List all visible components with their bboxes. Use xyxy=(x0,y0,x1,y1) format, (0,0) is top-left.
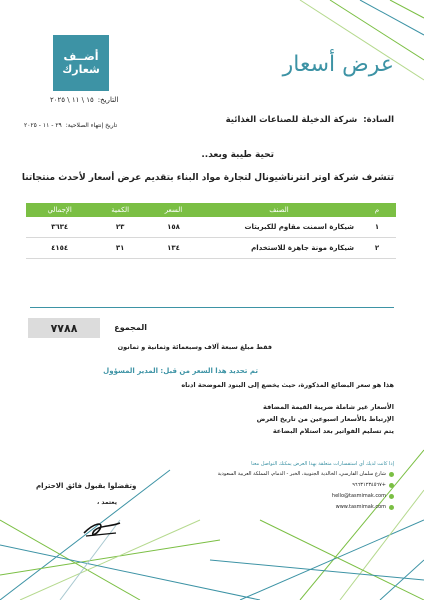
col-qty: الكمية xyxy=(93,203,147,217)
logo-line-1: أضــف xyxy=(63,50,99,63)
phone-icon xyxy=(389,483,394,488)
table-header-row xyxy=(26,203,396,217)
issue-date xyxy=(46,96,118,104)
contact-email[interactable] xyxy=(332,493,394,499)
contact-note: إذا كانت لديك أي استفسارات متعلقة بهذا العرض يمكنك التواصل معنا xyxy=(251,461,394,467)
cell-qty: ٣١ xyxy=(93,238,147,259)
email-icon xyxy=(389,494,394,499)
cell-price: ١٥٨ xyxy=(147,217,200,238)
recipient xyxy=(226,115,394,125)
validity-date xyxy=(20,122,117,129)
contact-phone xyxy=(352,482,394,488)
table-row xyxy=(26,238,396,259)
condition-item: الإرتباط بالأسعار اسبوعين من تاريخ العرض xyxy=(256,415,394,423)
col-no: م xyxy=(358,203,396,217)
closing-text: وتفضلوا بقبول فائق الاحترام xyxy=(36,482,137,490)
address-text: شارع سلمان الفارسي، الخالدية الجنوبية، الخبر - الدمام، المملكة العربية السعودية xyxy=(217,471,386,477)
contact-web[interactable] xyxy=(336,504,394,510)
logo-placeholder xyxy=(53,35,109,91)
condition-item: يتم تسليم الفواتير بعد استلام البضاعة xyxy=(272,427,394,435)
section-divider xyxy=(30,307,394,308)
email-text[interactable]: hello@tasmimak.com xyxy=(331,493,386,499)
approved-label: يعتمد ، xyxy=(97,499,117,506)
cell-qty: ٢٣ xyxy=(93,217,147,238)
location-icon xyxy=(389,472,394,477)
cell-no: ١ xyxy=(358,217,396,238)
cell-no: ٢ xyxy=(358,238,396,259)
sum-value: ٧٧٨٨ xyxy=(28,318,100,338)
globe-icon xyxy=(389,505,394,510)
cell-total: ٤١٥٤ xyxy=(26,238,93,259)
cell-total: ٣٦٣٤ xyxy=(26,217,93,238)
condition-item: الأسعار غير شاملة ضريبة القيمة المضافة xyxy=(263,403,394,411)
validity-label: تاريخ إنتهاء الصلاحية: xyxy=(65,122,118,129)
recipient-value: شركة الدخيلة للصناعات الغذائية xyxy=(225,115,358,125)
phone-text: +٩٦٦٣١٢٣٤٥٦٧ xyxy=(352,482,386,488)
cell-item: شيكارة اسمنت مقاوم للكبريتات xyxy=(200,217,358,238)
condition-intro: هذا هو سعر البضائع المذكورة، حيث يخضع إلى البنود الموضحة ادناه xyxy=(181,381,394,389)
validity-value: ٢٩ - ١١ - ٢٠٢٥ xyxy=(24,122,62,129)
recipient-label: السادة: xyxy=(363,115,394,125)
price-set-by: تم تحديد هذا السعر من قبل: المدير المسؤول xyxy=(103,367,258,375)
logo-line-2: شعارك xyxy=(62,63,100,76)
sum-in-words: فقط مبلغ سبعة آلاف وسبعمائة وثمانية و ثمانون xyxy=(117,343,272,351)
table-row xyxy=(26,217,396,238)
col-item: الصنف xyxy=(200,203,358,217)
contact-address xyxy=(218,471,394,477)
cell-price: ١٣٤ xyxy=(147,238,200,259)
col-total: الإجمالي xyxy=(26,203,93,217)
document-title: عرض أسعار xyxy=(282,52,394,77)
issue-date-label: التاريخ: xyxy=(97,96,119,104)
issue-date-value: ١٥ \ ١١ \ ٢٠٢٥ xyxy=(50,96,94,104)
cell-item: شيكارة مونة جاهزة للاستخدام xyxy=(200,238,358,259)
intro-text: تتشرف شركة اوتر انترناشيونال لتجارة مواد البناء بتقديم عرض أسعار لأحدث منتجاتنا xyxy=(21,173,394,183)
signature-icon xyxy=(80,515,124,539)
web-text[interactable]: www.tasmimak.com xyxy=(335,504,386,510)
col-price: السعر xyxy=(147,203,200,217)
items-table xyxy=(26,203,396,259)
greeting: تحية طيبة وبعد.. xyxy=(201,150,274,160)
sum-label: المجموع xyxy=(114,323,147,332)
